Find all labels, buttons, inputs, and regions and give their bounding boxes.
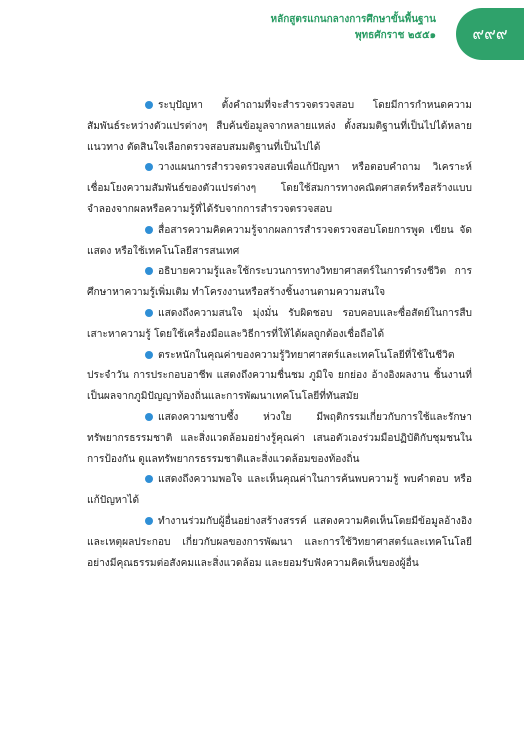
list-item-text: แสดงถึงความพอใจ และเห็นคุณค่าในการค้นพบความรู้ พบคำตอบ หรือแก้ปัญหาได้ bbox=[87, 474, 472, 507]
list-item-text: สื่อสารความคิดความรู้จากผลการสำรวจตรวจสอบโดยการพูด เขียน จัดแสดง หรือใช้เทคโนโลยีสารสนเทศ bbox=[87, 224, 472, 257]
list-item bbox=[87, 346, 472, 408]
list-item bbox=[87, 470, 472, 512]
page-number: ๙๙๙ bbox=[472, 23, 508, 43]
curriculum-year: พุทธศักราช ๒๕๕๑ bbox=[354, 30, 436, 41]
list-item bbox=[87, 221, 472, 263]
list-item-text: แสดงความซาบซึ้ง ห่วงใย มีพฤติกรรมเกี่ยวกับการใช้และรักษาทรัพยากรธรรมชาติ และสิ่งแวดล้อมอย่างรู้คุณค่า เสนอตัวเองร่วมมือปฏิบัติกับชุมชนในการป้องกัน ดูแลทรัพยากรธรรมชาติและสิ่งแวดล้อมของท้องถิ่น bbox=[87, 411, 472, 465]
list-item-text: วางแผนการสำรวจตรวจสอบเพื่อแก้ปัญหา หรือตอบคำถาม วิเคราะห์ เชื่อมโยงความสัมพันธ์ของตัวแปรต่างๆ โดยใช้สมการทางคณิตศาสตร์หรือสร้างแบบจำลองจากผลหรือความรู้ที่ได้รับจากการสำรวจตรวจสอบ bbox=[87, 162, 472, 215]
bullet-icon bbox=[145, 309, 153, 317]
list-item-text: ตระหนักในคุณค่าของความรู้วิทยาศาสตร์และเทคโนโลยีที่ใช้ในชีวิตประจำวัน การประกอบอาชีพ แสดงถึงความชื่นชม ภูมิใจ ยกย่อง อ้างอิงผลงาน ชิ้นงานที่เป็นผลจากภูมิปัญญาท้องถิ่นและการพัฒนาเทคโนโลยีที่ทันสมัย bbox=[87, 349, 472, 403]
bullet-icon bbox=[145, 267, 153, 275]
bullet-icon bbox=[145, 101, 153, 109]
list-item-text: แสดงถึงความสนใจ มุ่งมั่น รับผิดชอบ รอบคอบและซื่อสัตย์ในการสืบเสาะหาความรู้ โดยใช้เครื่องมือและวิธีการที่ให้ได้ผลถูกต้องเชื่อถือได้ bbox=[87, 307, 472, 340]
learner-qualities-list bbox=[87, 96, 472, 574]
bullet-icon bbox=[145, 163, 153, 171]
page-header bbox=[0, 0, 524, 80]
list-item-text: อธิบายความรู้และใช้กระบวนการทางวิทยาศาสตร์ในการดำรงชีวิต การศึกษาหาความรู้เพิ่มเติม ทำโครงงานหรือสร้างชิ้นงานตามความสนใจ bbox=[87, 266, 472, 299]
bullet-icon bbox=[145, 413, 153, 421]
bullet-icon bbox=[145, 517, 153, 525]
list-item bbox=[87, 512, 472, 574]
page-number-tab bbox=[456, 8, 524, 60]
bullet-icon bbox=[145, 475, 153, 483]
list-item bbox=[87, 96, 472, 158]
curriculum-title: หลักสูตรแกนกลางการศึกษาขั้นพื้นฐาน bbox=[270, 14, 436, 25]
list-item-text: ระบุปัญหา ตั้งคำถามที่จะสำรวจตรวจสอบ โดยมีการกำหนดความสัมพันธ์ระหว่างตัวแปรต่างๆ สืบค้นข้อมูลจากหลายแหล่ง ตั้งสมมติฐานที่เป็นไปได้หลายแนวทาง ตัดสินใจเลือกตรวจสอบสมมติฐานที่เป็นไปได้ bbox=[87, 100, 472, 153]
list-item bbox=[87, 262, 472, 304]
list-item bbox=[87, 158, 472, 220]
bullet-icon bbox=[145, 351, 153, 359]
bullet-icon bbox=[145, 226, 153, 234]
list-item-text: ทำงานร่วมกับผู้อื่นอย่างสร้างสรรค์ แสดงความคิดเห็นโดยมีข้อมูลอ้างอิงและเหตุผลประกอบ เกี่ยวกับผลของการพัฒนา และการใช้วิทยาศาสตร์และเทคโนโลยีอย่างมีคุณธรรมต่อสังคมและสิ่งแวดล้อม และยอมรับฟังความคิดเห็นของผู้อื่น bbox=[87, 515, 472, 569]
list-item bbox=[87, 408, 472, 470]
list-item bbox=[87, 304, 472, 346]
